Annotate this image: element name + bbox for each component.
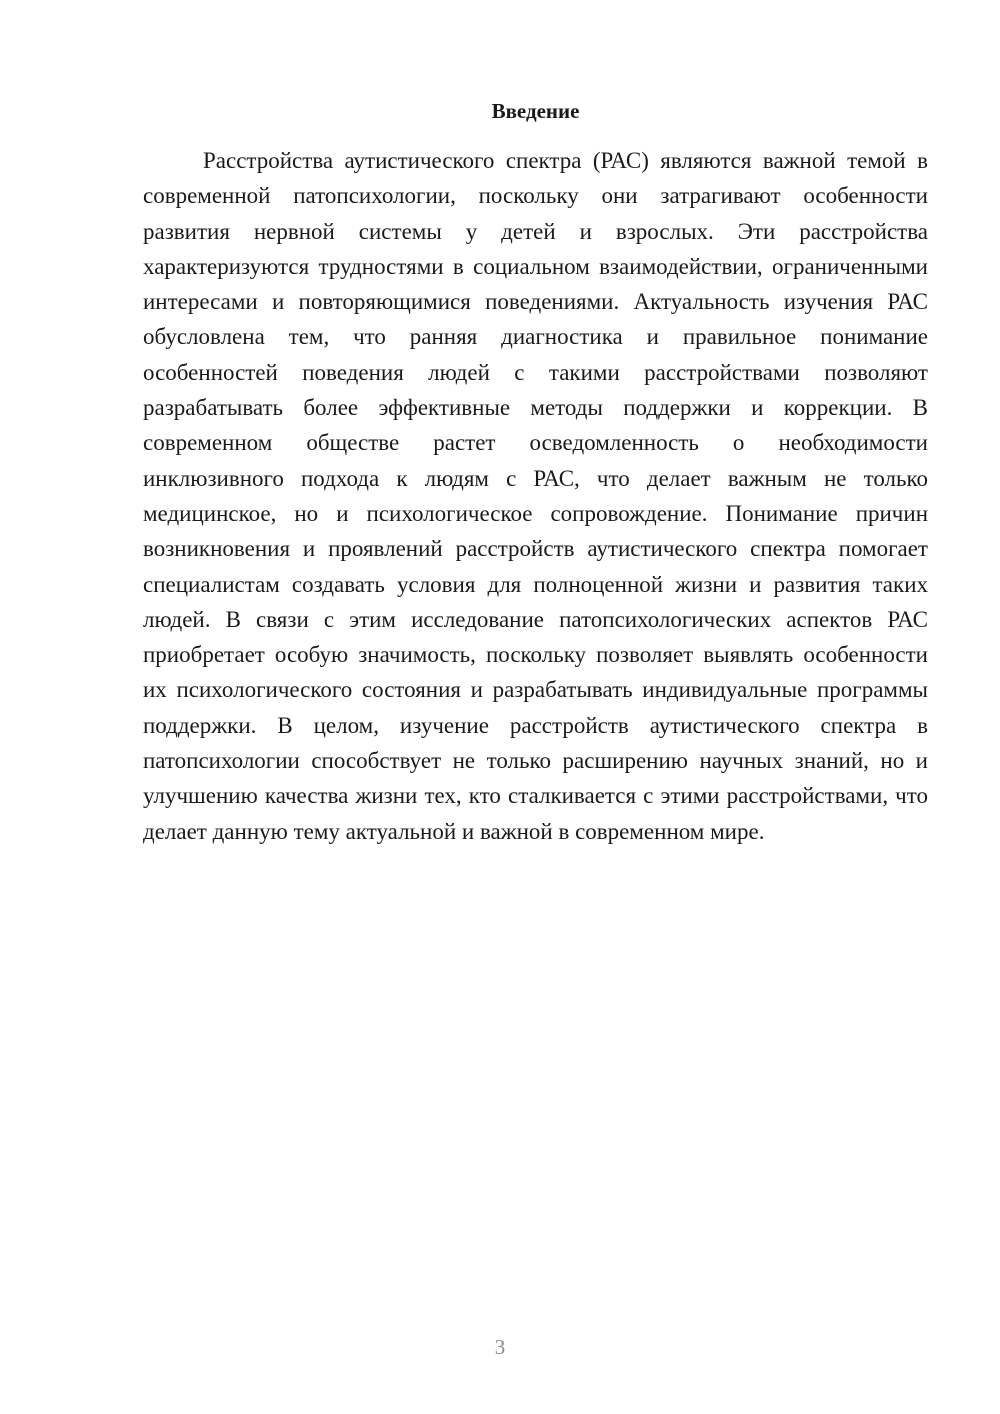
page-number: 3 <box>494 1335 506 1359</box>
section-heading: Введение <box>491 99 580 123</box>
body-paragraph: Расстройства аутистического спектра (РАС) являются важной темой в современной патопсихологии, поскольку они затрагивают особенности развития нервной системы у детей и взрослых. Эти расстройства характеризуются трудностями в социальном взаимодействии, ограниченными интересами и повторяющимися поведениями. Актуальность изучения РАС обусловлена тем, что ранняя диагностика и правильное понимание особенностей поведения людей с такими расстройствами позволяют разрабатывать более эффективные методы поддержки и коррекции. В современном обществе растет осведомленность о необходимости инклюзивного подхода к людям с РАС, что делает важным не только медицинское, но и психологическое сопровождение. Понимание причин возникновения и проявлений расстройств аутистического спектра помогает специалистам создавать условия для полноценной жизни и развития таких людей. В связи с этим исследование патопсихологических аспектов РАС приобретает особую значимость, поскольку позволяет выявлять особенности их психологического состояния и разрабатывать индивидуальные программы поддержки. В целом, изучение расстройств аутистического спектра в патопсихологии способствует не только расширению научных знаний, но и улучшению качества жизни тех, кто сталкивается с этими расстройствами, что делает данную тему актуальной и важной в современном мире. <box>143 148 928 844</box>
